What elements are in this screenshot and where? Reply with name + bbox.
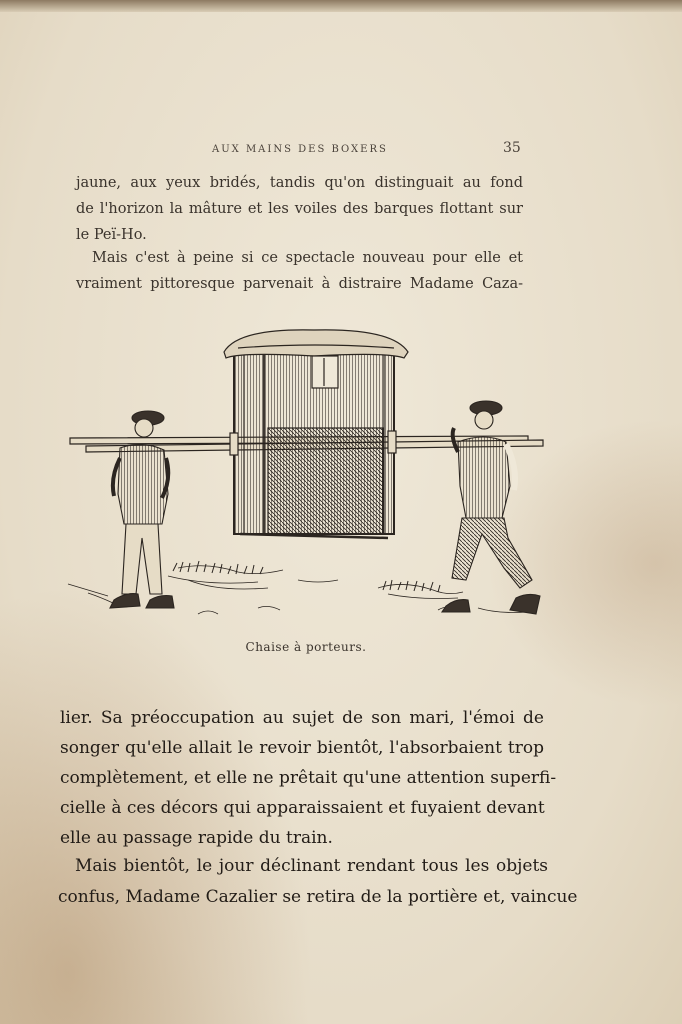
sedan-chair-illustration [58, 318, 558, 638]
sedan-chair [224, 330, 408, 538]
paragraph-3 [60, 703, 557, 853]
grass-tufts [173, 561, 440, 592]
running-head: AUX MAINS DES BOXERS [212, 144, 388, 155]
text-line: Mais c'est à peine si ce spectacle nouveau pour elle et [92, 250, 523, 266]
text-line: Mais bientôt, le jour déclinant rendant tous les objets [75, 856, 548, 876]
page-top-edge [0, 0, 682, 12]
paragraph-1 [76, 170, 523, 248]
page-number: 35 [503, 140, 521, 156]
figure-caption: Chaise à porteurs. [245, 640, 367, 654]
text-line: vraiment pittoresque parvenait à distraire Madame Caza- [76, 276, 523, 292]
text-line: lier. Sa préoccupation au sujet de son mari, l'émoi de [60, 708, 544, 728]
text-line: confus, Madame Cazalier se retira de la portière et, vaincue [58, 887, 578, 907]
paragraph-2 [76, 245, 523, 297]
text-line: complètement, et elle ne prêtait qu'une attention superfi- [60, 768, 557, 788]
front-porter [442, 401, 540, 614]
text-line: de l'horizon la mâture et les voiles des barques flottant sur [76, 201, 523, 217]
text-line: cielle à ces décors qui apparaissaient et fuyaient devant [60, 798, 545, 818]
paragraph-4 [58, 851, 578, 913]
text-line: songer qu'elle allait le revoir bientôt, l'absorbaient trop [60, 738, 544, 758]
text-line: jaune, aux yeux bridés, tandis qu'on distinguait au fond [76, 175, 523, 191]
text-line: elle au passage rapide du train. [60, 828, 333, 848]
text-line: le Peï-Ho. [76, 227, 147, 243]
